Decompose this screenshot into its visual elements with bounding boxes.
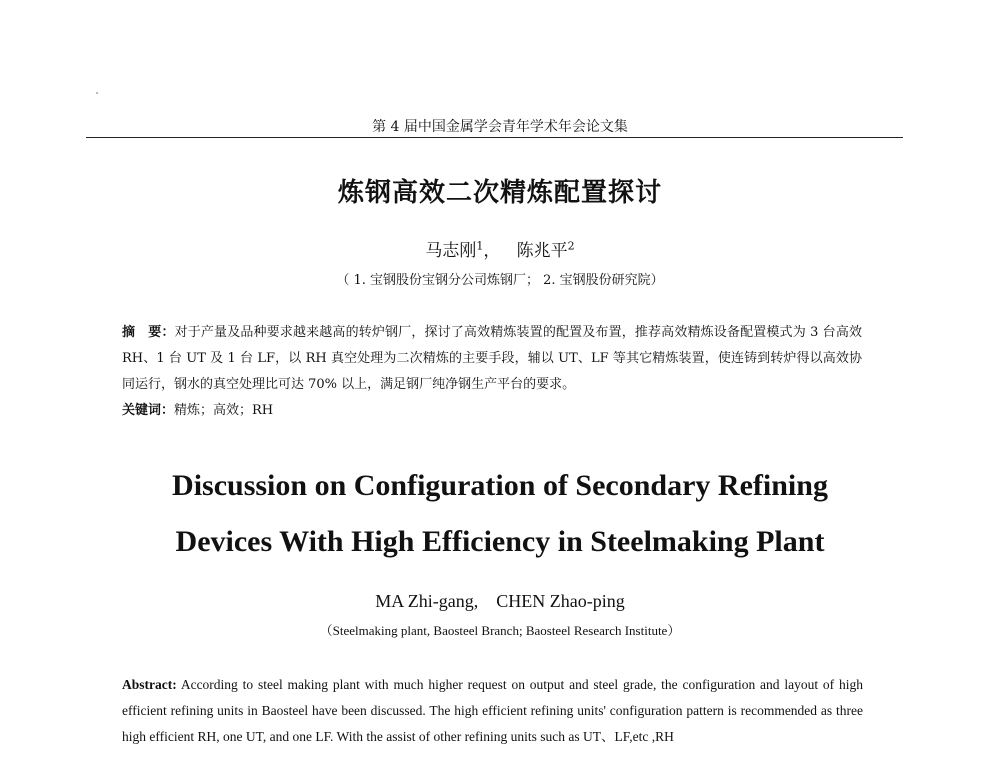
chinese-title: 炼钢高效二次精炼配置探讨 <box>337 178 662 208</box>
chinese-abstract-text: 对于产量及品种要求越来越高的转炉钢厂，探讨了高效精炼装置的配置及布置，推荐高效精炼设备配置模式为 3 台高效 RH、1 台 UT 及 1 台 LF，以 RH 真空处理为二次精炼的主要手段，辅以 UT、LF 等其它精炼装置，使连铸到转炉得以高效协同运行，钢水的真空处理比可达 70% 以上，满足钢厂纯净钢生产平台的要求。 <box>122 325 862 392</box>
author-1: 马志刚 <box>425 241 477 261</box>
english-title-line-1: Discussion on Configuration of Secondary Refining <box>172 469 828 502</box>
english-affiliation: （Steelmaking plant, Baosteel Branch; Baosteel Research Institute） <box>319 623 681 638</box>
chinese-affiliation: （ 1. 宝钢股份宝钢分公司炼钢厂； 2. 宝钢股份研究院） <box>336 273 664 288</box>
scan-speck <box>96 92 98 94</box>
english-authors: MA Zhi-gang, CHEN Zhao-ping <box>375 591 625 611</box>
english-abstract <box>122 672 863 750</box>
author-2-affil-mark: 2 <box>567 239 575 253</box>
author-2: 陈兆平 <box>516 241 568 261</box>
running-header: 第 4 届中国金属学会青年学术年会论文集 <box>372 119 628 135</box>
chinese-authors <box>0 236 1000 261</box>
header-rule <box>86 137 903 138</box>
chinese-abstract-label: 摘 要： <box>122 325 175 340</box>
english-title-line-2: Devices With High Efficiency in Steelmaking Plant <box>175 525 825 558</box>
english-title <box>0 458 1000 570</box>
english-abstract-text: According to steel making plant with much higher request on output and steel grade, the configuration and layout of high efficient refining units in Baosteel have been discussed. The high efficient refining units' configuration pattern is recommended as three high efficient RH, one UT, and one LF. With the assist of other refining units such as UT、LF,etc ,RH <box>122 677 863 744</box>
author-separator: ， <box>483 241 501 261</box>
english-abstract-label: Abstract: <box>122 677 177 692</box>
chinese-abstract <box>122 320 862 398</box>
chinese-keywords-label: 关键词： <box>122 403 175 418</box>
chinese-keywords <box>122 398 862 424</box>
chinese-keywords-text: 精炼；高效；RH <box>174 403 274 418</box>
author-1-affil-mark: 1 <box>476 239 484 253</box>
